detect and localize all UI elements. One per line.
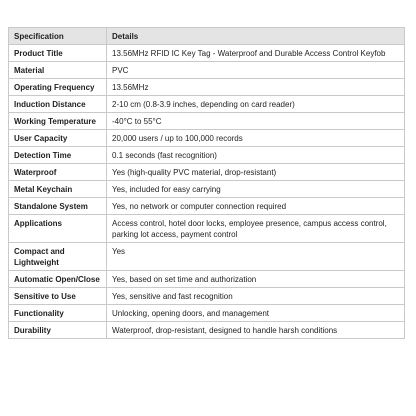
spec-name: Metal Keychain [9,181,107,198]
spec-value: 13.56MHz RFID IC Key Tag - Waterproof and Durable Access Control Keyfob [107,45,405,62]
spec-name: Sensitive to Use [9,288,107,305]
spec-name: Automatic Open/Close [9,271,107,288]
spec-value: Yes, based on set time and authorization [107,271,405,288]
table-row [9,130,405,147]
spec-name: User Capacity [9,130,107,147]
table-row [9,215,405,243]
spec-value: 20,000 users / up to 100,000 records [107,130,405,147]
table-row [9,243,405,271]
table-body [9,45,405,339]
table-row [9,198,405,215]
table-row [9,79,405,96]
spec-value: Yes, included for easy carrying [107,181,405,198]
table-row [9,305,405,322]
spec-value: Unlocking, opening doors, and management [107,305,405,322]
spec-name: Standalone System [9,198,107,215]
table-row [9,96,405,113]
spec-name: Functionality [9,305,107,322]
spec-name: Compact and Lightweight [9,243,107,271]
header-specification: Specification [9,28,107,45]
table-row [9,45,405,62]
spec-name: Applications [9,215,107,243]
spec-name: Detection Time [9,147,107,164]
spec-name: Durability [9,322,107,339]
spec-value: 0.1 seconds (fast recognition) [107,147,405,164]
spec-value: Yes (high-quality PVC material, drop-resistant) [107,164,405,181]
spec-value: Yes, no network or computer connection required [107,198,405,215]
spec-name: Waterproof [9,164,107,181]
spec-value: Access control, hotel door locks, employee presence, campus access control, parking lot access, payment control [107,215,405,243]
table-row [9,113,405,130]
table-row [9,147,405,164]
table-header [9,28,405,45]
spec-name: Operating Frequency [9,79,107,96]
spec-value: PVC [107,62,405,79]
spec-name: Product Title [9,45,107,62]
table-row [9,288,405,305]
spec-name: Working Temperature [9,113,107,130]
spec-value: Waterproof, drop-resistant, designed to handle harsh conditions [107,322,405,339]
specification-table [8,27,405,339]
spec-name: Induction Distance [9,96,107,113]
table-row [9,62,405,79]
spec-value: -40°C to 55°C [107,113,405,130]
header-row [9,28,405,45]
table-row [9,181,405,198]
spec-value: 2-10 cm (0.8-3.9 inches, depending on card reader) [107,96,405,113]
table-row [9,164,405,181]
spec-value: 13.56MHz [107,79,405,96]
spec-value: Yes, sensitive and fast recognition [107,288,405,305]
spec-value: Yes [107,243,405,271]
spec-name: Material [9,62,107,79]
header-details: Details [107,28,405,45]
table-row [9,271,405,288]
table-row [9,322,405,339]
